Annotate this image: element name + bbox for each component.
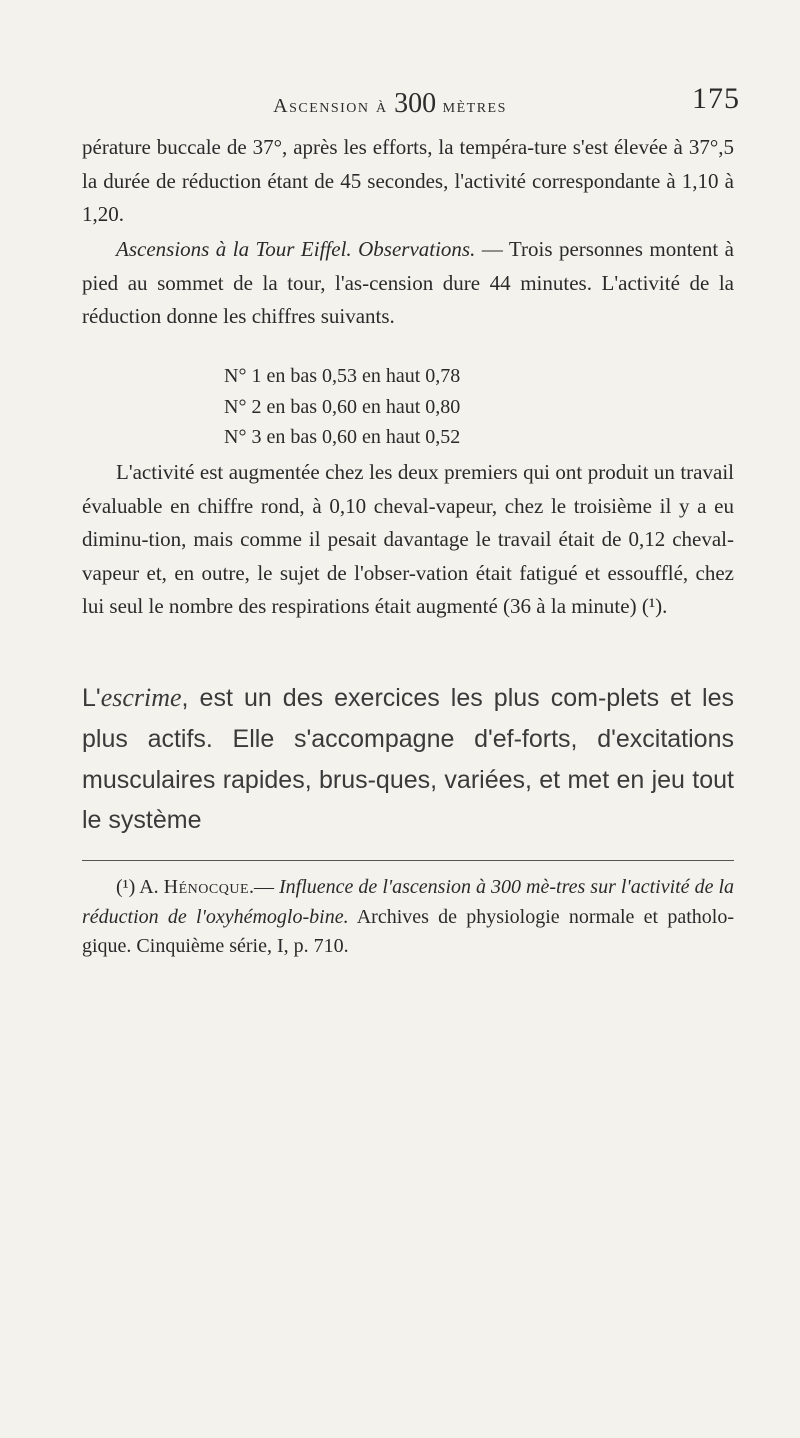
paragraph-escrime [82,678,734,841]
paragraph-continuation: pérature buccale de 37°, après les efforts, la tempéra-ture s'est élevée à 37°,5 la durée de réduction étant de 45 secondes, l'activité correspondante à 1,10 à 1,20. [82,135,734,227]
paragraph-activity: L'activité est augmentée chez les deux premiers qui ont produit un travail évaluable en chiffre rond, à 0,10 cheval-vapeur, chez le troisième il y a eu diminu-tion, mais comme il pesait davantage le travail était de 0,12 cheval-vapeur et, en outre, le sujet de l'obser-vation était fatigué et essoufflé, chez lui seul le nombre des respirations était augmenté (36 à la minute) (¹). [82,460,734,619]
escrime-text: , est un des exercices les plus com-plets et les plus actifs. Elle s'accompagne d'ef-forts, d'excitations musculaires rapides, brus-ques, variées, et met en jeu tout le système [82,684,734,835]
footnote-marker: (¹) A. [116,876,164,898]
list-item: N° 3 en bas 0,60 en haut 0,52 [224,426,461,448]
running-title-post: mètres [436,95,507,117]
escrime-lead: L' [82,684,101,712]
paragraph-eiffel [82,233,734,334]
paragraph-eiffel-text: — Trois personnes montent à pied au sommet de la tour, l'as-cension dure 44 minutes. L'activité de la réduction donne les chiffres suivants. [82,237,734,329]
footnote-title: Influence de l'ascension à 300 mè-tres sur l'activité de la réduction de l'oxyhémoglo-bine. [82,876,735,928]
page-number: 175 [692,82,740,115]
list-item: N° 2 en bas 0,60 en haut 0,80 [224,395,461,418]
list-item: N° 1 en bas 0,53 en haut 0,78 [224,365,461,387]
running-title-number: 300 [394,88,437,119]
footnote [82,873,734,962]
running-header [80,82,740,122]
footnote-reference: Archives de physiologie normale et patholo-gique. Cinquième série, I, p. 710. [82,905,734,957]
running-title [150,88,630,120]
escrime-italic: escrime [100,683,182,712]
footnote-author: Hénocque [163,876,249,898]
footnote-divider [82,860,734,861]
footnote-dash: .— [249,876,280,898]
running-title-pre: Ascension à [273,95,395,117]
section-heading-italic: Ascensions à la Tour Eiffel. Observations. [116,237,476,261]
measurement-list [224,361,460,453]
